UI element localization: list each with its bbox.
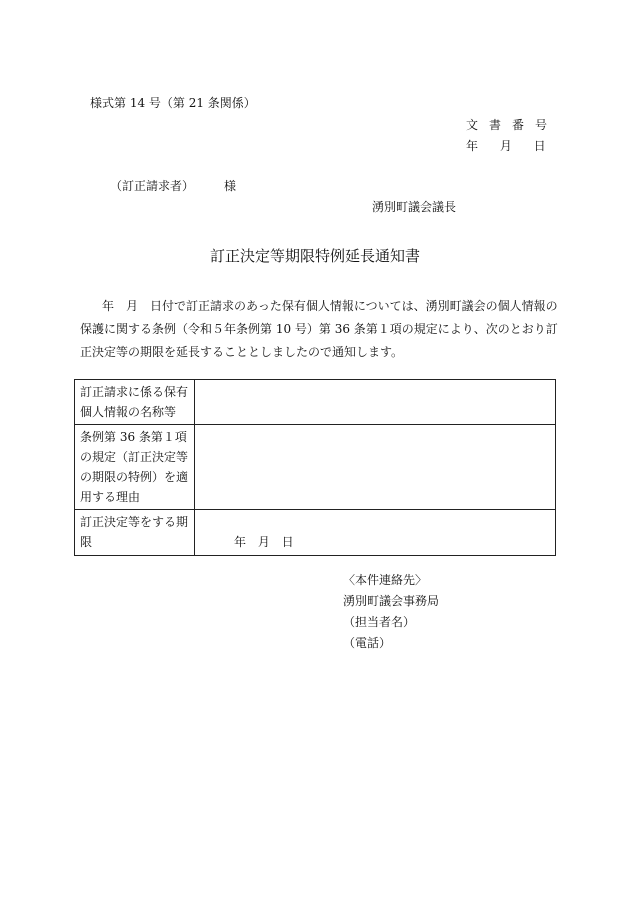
sender-title: 湧別町議会議長: [372, 200, 457, 214]
contact-phone: （電話）: [343, 636, 392, 650]
row-label-info-name: 訂正請求に係る保有個人情報の名称等: [75, 380, 195, 425]
form-number: 様式第 14 号（第 21 条関係）: [90, 96, 256, 110]
deadline-date-value: 年 月 日: [234, 535, 294, 549]
notice-body-text: 年 月 日付で訂正請求のあった保有個人情報については、湧別町議会の個人情報の保護に関する条例（令和５年条例第 10 号）第 36 条第１項の規定により、次のとおり訂正決定等の期限を延長することとしましたので通知します。: [80, 299, 558, 359]
table-row: [75, 425, 556, 510]
row-value-deadline-cell: [195, 510, 556, 556]
recipient-name-placeholder: （訂正請求者）: [110, 179, 195, 193]
contact-office: 湧別町議会事務局: [343, 594, 440, 608]
notice-details-table: [74, 379, 556, 556]
contact-person: （担当者名）: [343, 615, 416, 629]
row-label-deadline: 訂正決定等をする期限: [75, 510, 195, 556]
document-number-label: 文書番号: [466, 118, 559, 132]
row-value-reason: [195, 425, 556, 510]
table-row: [75, 510, 556, 556]
contact-heading: 〈本件連絡先〉: [343, 573, 428, 587]
recipient-honorific: 様: [224, 179, 237, 193]
document-title: 訂正決定等期限特例延長通知書: [209, 247, 420, 265]
contact-block: [343, 570, 439, 654]
document-date-label: 年 月 日: [466, 139, 546, 153]
recipient-line: [110, 178, 236, 194]
row-value-info-name: [195, 380, 556, 425]
row-label-reason: 条例第 36 条第１項の規定（訂正決定等の期限の特例）を適用する理由: [75, 425, 195, 510]
table-row: [75, 380, 556, 425]
